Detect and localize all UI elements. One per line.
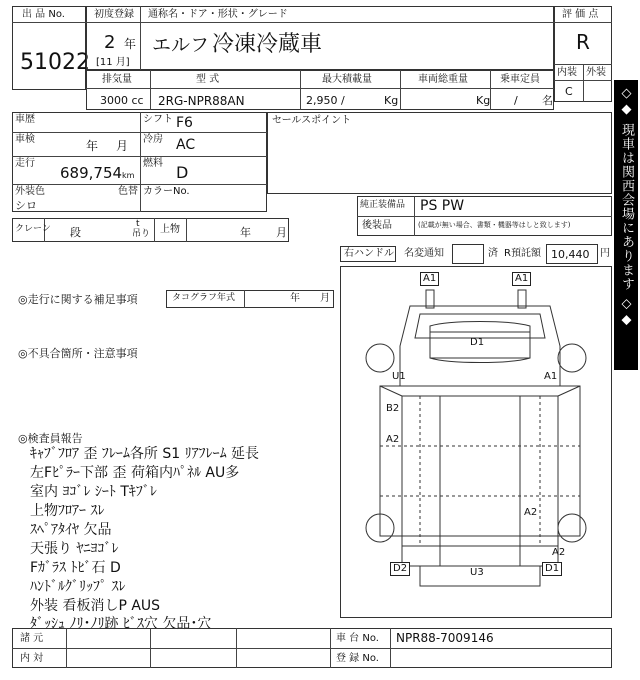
chassis-label: 車 台 No.: [336, 633, 379, 644]
driving-notes-label: ◎走行に関する補足事項: [18, 293, 138, 306]
damage-marker: A2: [552, 547, 566, 558]
aftermarket-note: (記載が無い場合、書類・機器等はしと致します): [418, 221, 571, 229]
damage-marker: A1: [512, 272, 531, 286]
damage-marker: D1: [470, 337, 485, 348]
defects-label: ◎不具合箇所・注意事項: [18, 347, 138, 360]
ext-color-label: 外装色: [15, 186, 45, 197]
fuel-label: 燃料: [143, 158, 163, 169]
rhd-label: 右ハンドル: [344, 248, 394, 259]
report-line: ｽﾍﾟｱﾀｲﾔ 欠品: [30, 522, 112, 538]
platform-month: 月: [276, 226, 287, 239]
name-change-label: 名変通知: [404, 248, 444, 259]
recycle-label: R預託額: [504, 248, 541, 259]
report-line: 天張り ﾔﾆﾖｺﾞﾚ: [30, 541, 119, 557]
damage-marker: B2: [386, 403, 400, 414]
damage-marker: A2: [524, 507, 538, 518]
chassis-number: NPR88-7009146: [396, 631, 494, 645]
report-line: ﾊﾝﾄﾞﾙｸﾞﾘｯﾌﾟ ｽﾚ: [30, 579, 126, 595]
shift-value: F6: [176, 115, 193, 131]
lot-number: 51022: [20, 50, 90, 75]
report-line: 室内 ﾖｺﾞﾚ ｼｰﾄ Tｷﾌﾞﾚ: [30, 484, 157, 500]
fuel-value: D: [176, 163, 189, 182]
report-line: 左Fﾋﾟﾗｰ下部 歪 荷箱内ﾊﾟﾈﾙ AU多: [30, 465, 240, 481]
inspection-month: 月: [116, 139, 129, 153]
name-label: 通称名・ドア・形状・グレード: [148, 9, 288, 20]
gross-weight-unit: Kg: [476, 94, 491, 107]
naigai-label: 内 対: [20, 653, 44, 664]
report-line: ﾀﾞｯｼｭ ﾉﾘ･ﾉﾘ跡 ﾋﾞｽ穴 欠品･穴: [30, 616, 212, 632]
exterior-label: 外装: [586, 67, 606, 78]
recycle-amount: 10,440: [551, 248, 590, 261]
reg-label: 初度登録: [94, 9, 134, 20]
damage-marker: A1: [420, 272, 439, 286]
name-change-box: [452, 244, 484, 264]
displacement-value: 3000 cc: [100, 94, 144, 107]
tachograph-label: タコグラフ年式: [172, 293, 236, 303]
side-notice-bar: [614, 80, 638, 370]
inspection-year: 年: [86, 139, 99, 153]
options-label: 純正装備品: [360, 200, 406, 210]
damage-marker: D2: [390, 562, 410, 576]
ext-color-value: シロ: [15, 199, 37, 212]
damage-marker: U1: [392, 371, 406, 382]
reg-month: [11 月]: [96, 57, 130, 68]
interior-label: 内装: [557, 67, 577, 78]
damage-marker: D1: [542, 562, 562, 576]
mileage-unit: km: [122, 171, 135, 180]
lot-label: 出 品 No.: [22, 9, 65, 20]
inspector-report-label: ◎検査員報告: [18, 432, 83, 445]
platform-year: 年: [240, 226, 251, 239]
model-grade: 冷凍冷蔵車: [212, 32, 323, 57]
aftermarket-label: 後装品: [362, 220, 392, 231]
crane-label: クレーン: [15, 224, 51, 234]
type-code: 2RG-NPR88AN: [158, 94, 245, 108]
max-load-value: 2,950 /: [306, 94, 345, 107]
score-value: R: [576, 30, 590, 54]
capacity-value: /: [514, 94, 518, 107]
recycle-done: 済: [488, 248, 498, 259]
capacity-unit: 名: [542, 94, 553, 107]
recycle-unit: 円: [600, 248, 610, 259]
report-line: 外装 看板消しP AUS: [30, 598, 161, 614]
ac-label: 冷房: [143, 134, 163, 145]
interior-score: C: [565, 85, 573, 98]
max-load-label: 最大積載量: [322, 74, 372, 85]
max-load-unit: Kg: [384, 94, 399, 107]
shokan-label: 諸 元: [20, 633, 44, 644]
report-line: 上物ﾌﾛｱｰ ｽﾚ: [30, 503, 105, 519]
model-name: エルフ: [152, 34, 210, 56]
crane-lift: 吊り: [132, 229, 151, 239]
reg-no-label: 登 録 No.: [336, 653, 379, 664]
platform-label: 上物: [160, 224, 180, 235]
options-value: PS PW: [420, 198, 465, 214]
crane-stage: 段: [70, 226, 81, 239]
sales-point-label: セールスポイント: [272, 115, 352, 126]
displacement-label: 排気量: [102, 74, 132, 85]
color-change-label: 色替: [118, 186, 138, 197]
shift-label: シフト: [143, 114, 173, 125]
ac-value: AC: [176, 137, 196, 153]
damage-marker: A1: [544, 371, 558, 382]
mileage-label: 走行: [15, 158, 35, 169]
tacho-year: 年: [290, 293, 300, 304]
side-notice-text: ◇◆ 現車は関西会場にあります ◇◆: [619, 86, 634, 329]
report-line: Fｶﾞﾗｽ ﾄﾋﾞ石 D: [30, 560, 121, 576]
truck-diagram: [340, 266, 612, 618]
report-line: ｷｬﾌﾞﾌﾛｱ 歪 ﾌﾚｰﾑ各所 S1 ﾘｱﾌﾚｰﾑ 延長: [30, 446, 260, 462]
gross-weight-label: 車両総重量: [418, 74, 468, 85]
reg-year-unit: 年: [124, 37, 137, 51]
mileage-value: 689,754: [60, 164, 123, 182]
color-no-label: カラーNo.: [143, 186, 190, 197]
damage-marker: U3: [470, 567, 484, 578]
tacho-month: 月: [320, 293, 330, 304]
score-label: 評 価 点: [562, 9, 599, 20]
inspection-label: 車検: [15, 134, 35, 145]
type-label: 型 式: [196, 74, 220, 85]
capacity-label: 乗車定員: [500, 74, 540, 85]
history-label: 車歴: [15, 114, 35, 125]
reg-year: 2: [104, 32, 116, 53]
damage-marker: A2: [386, 434, 400, 445]
crane-ton: t: [136, 219, 140, 229]
